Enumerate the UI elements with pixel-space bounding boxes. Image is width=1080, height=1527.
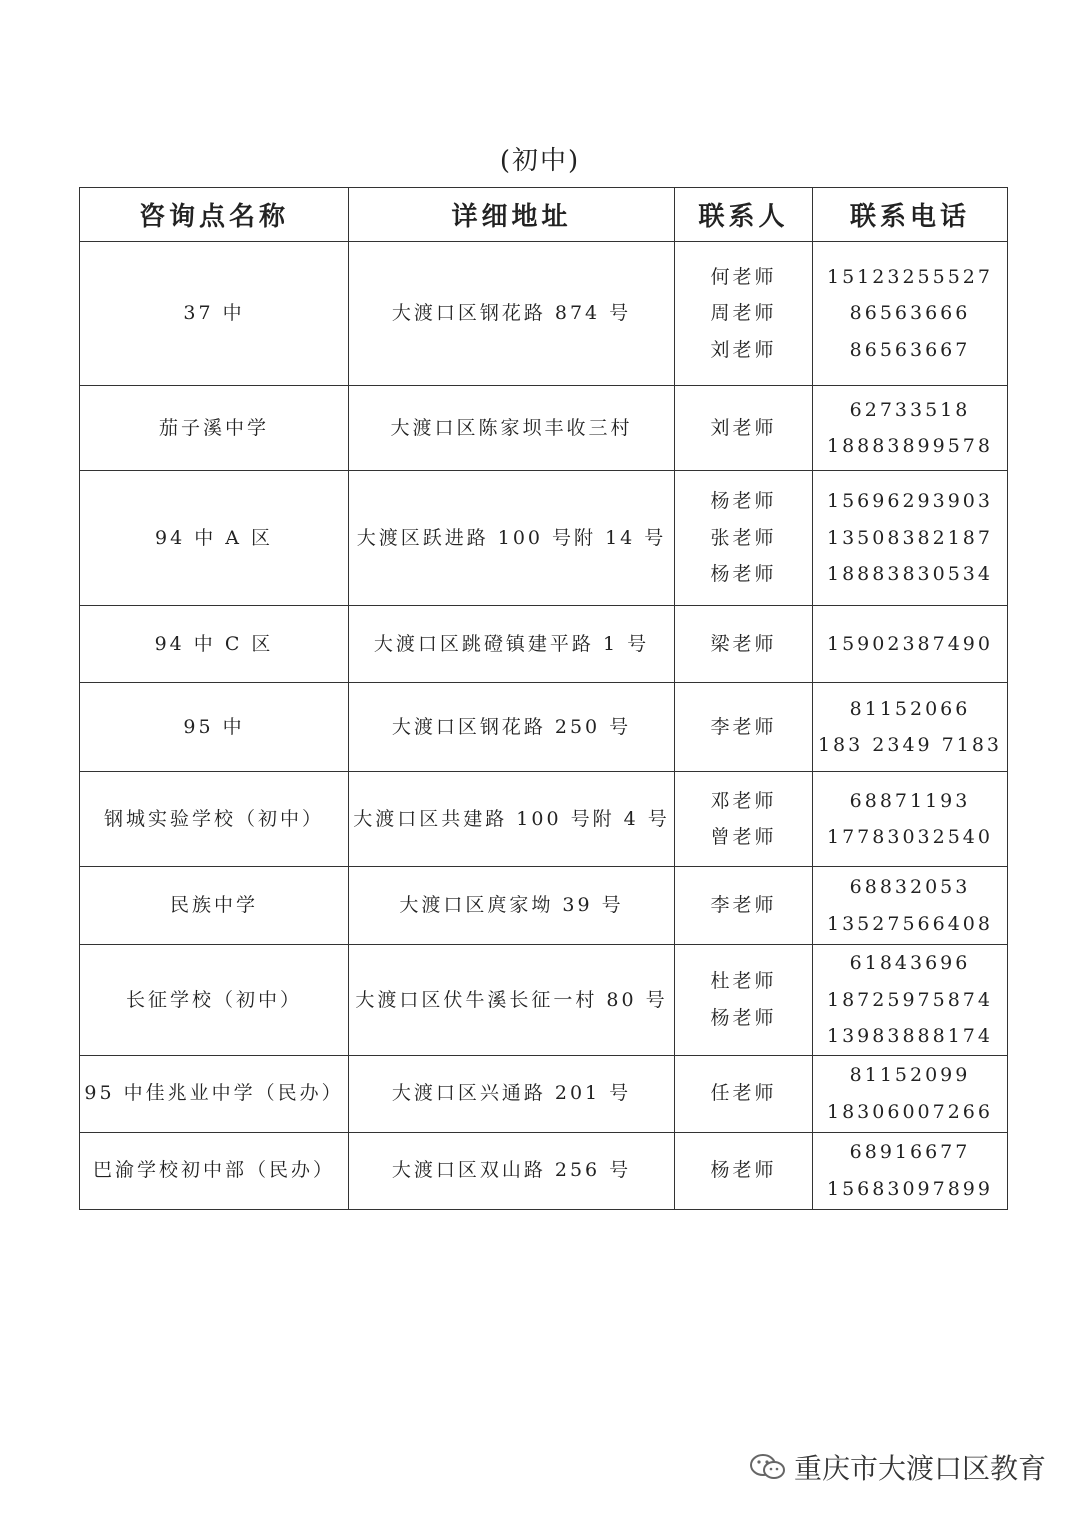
table-row <box>80 471 1008 606</box>
school-name: 巴渝学校初中部（民办） <box>80 1132 349 1209</box>
phone-number: 81152066 <box>849 697 971 720</box>
contact-person: 刘老师 <box>710 416 777 439</box>
contact-persons <box>675 867 813 945</box>
school-name: 37 中 <box>80 242 349 386</box>
phone-number: 13983888174 <box>827 1025 993 1047</box>
table-row <box>80 606 1008 683</box>
school-name: 民族中学 <box>80 867 349 945</box>
phone-number: 13508382187 <box>827 526 993 549</box>
school-name: 94 中 A 区 <box>80 471 349 606</box>
contact-phones <box>813 242 1008 386</box>
school-name: 95 中佳兆业中学（民办） <box>80 1055 349 1132</box>
contact-persons <box>675 386 813 471</box>
phone-number: 13527566408 <box>827 912 993 935</box>
contact-phones <box>813 471 1008 606</box>
header-contact: 联系人 <box>675 188 813 242</box>
contact-person: 杨老师 <box>710 1159 777 1182</box>
table-row <box>80 1055 1008 1132</box>
phone-number: 15696293903 <box>827 490 993 513</box>
phone-number: 15902387490 <box>827 632 993 655</box>
contact-phones <box>813 1132 1008 1209</box>
table-row <box>80 683 1008 772</box>
phone-number: 18725975874 <box>827 988 993 1011</box>
contact-person: 杨老师 <box>710 490 777 513</box>
phone-number: 86563666 <box>849 302 971 325</box>
phone-number: 68832053 <box>849 876 971 898</box>
school-name: 茄子溪中学 <box>80 386 349 471</box>
contact-persons <box>675 242 813 386</box>
table-row <box>80 867 1008 945</box>
contact-person: 邓老师 <box>710 789 777 812</box>
school-name: 94 中 C 区 <box>80 606 349 683</box>
watermark <box>748 1447 1046 1487</box>
phone-number: 62733518 <box>849 398 971 421</box>
table-row <box>80 242 1008 386</box>
contact-person: 梁老师 <box>710 632 777 655</box>
school-address: 大渡口区双山路 256 号 <box>349 1132 675 1209</box>
consultation-table <box>79 187 1008 1210</box>
table-header-row <box>80 188 1008 242</box>
phone-number: 15683097899 <box>827 1177 993 1200</box>
contact-persons <box>675 606 813 683</box>
contact-persons <box>675 1132 813 1209</box>
school-address: 大渡口区兴通路 201 号 <box>349 1055 675 1132</box>
phone-number: 61843696 <box>849 952 971 974</box>
contact-phones <box>813 772 1008 867</box>
contact-person: 曾老师 <box>710 826 777 848</box>
contact-phones <box>813 867 1008 945</box>
phone-number: 15123255527 <box>827 265 993 288</box>
school-address: 大渡口区钢花路 250 号 <box>349 683 675 772</box>
contact-person: 刘老师 <box>710 338 777 361</box>
contact-phones <box>813 606 1008 683</box>
contact-person: 何老师 <box>710 265 777 288</box>
contact-person: 李老师 <box>710 715 777 738</box>
phone-number: 18883830534 <box>827 563 993 586</box>
phone-number: 86563667 <box>849 338 971 361</box>
phone-number: 68916677 <box>849 1141 971 1163</box>
school-address: 大渡口区钢花路 874 号 <box>349 242 675 386</box>
contact-person: 杨老师 <box>710 1006 777 1029</box>
contact-person: 周老师 <box>710 302 777 325</box>
contact-persons <box>675 1055 813 1132</box>
school-address: 大渡口区共建路 100 号附 4 号 <box>349 772 675 867</box>
school-address: 大渡口区跳磴镇建平路 1 号 <box>349 606 675 683</box>
phone-number: 68871193 <box>849 789 971 812</box>
school-address: 大渡区跃进路 100 号附 14 号 <box>349 471 675 606</box>
header-name: 咨询点名称 <box>80 188 349 242</box>
contact-phones <box>813 683 1008 772</box>
phone-number: 183 2349 7183 <box>817 734 1003 756</box>
wechat-icon <box>748 1452 788 1482</box>
contact-person: 李老师 <box>710 894 777 917</box>
school-address: 大渡口区庹家坳 39 号 <box>349 867 675 945</box>
table-row <box>80 1132 1008 1209</box>
contact-persons <box>675 471 813 606</box>
phone-number: 17783032540 <box>827 826 993 848</box>
contact-person: 任老师 <box>710 1082 777 1105</box>
phone-number: 81152099 <box>849 1064 971 1086</box>
phone-number: 18306007266 <box>827 1100 993 1123</box>
table-row <box>80 772 1008 867</box>
page-title: (初中) <box>499 146 581 176</box>
contact-phones <box>813 1055 1008 1132</box>
contact-persons <box>675 683 813 772</box>
contact-phones <box>813 945 1008 1056</box>
school-name: 95 中 <box>80 683 349 772</box>
header-phone: 联系电话 <box>813 188 1008 242</box>
table-row <box>80 386 1008 471</box>
contact-phones <box>813 386 1008 471</box>
contact-persons <box>675 772 813 867</box>
header-address: 详细地址 <box>349 188 675 242</box>
school-name: 钢城实验学校（初中） <box>80 772 349 867</box>
contact-person: 杜老师 <box>710 970 777 993</box>
school-address: 大渡口区陈家坝丰收三村 <box>349 386 675 471</box>
watermark-text: 重庆市大渡口区教育 <box>793 1452 1046 1485</box>
table-row <box>80 945 1008 1056</box>
school-name: 长征学校（初中） <box>80 945 349 1056</box>
contact-persons <box>675 945 813 1056</box>
table-body <box>80 242 1008 1210</box>
contact-person: 张老师 <box>710 526 777 549</box>
contact-person: 杨老师 <box>710 563 777 586</box>
school-address: 大渡口区伏牛溪长征一村 80 号 <box>349 945 675 1056</box>
phone-number: 18883899578 <box>827 435 993 457</box>
